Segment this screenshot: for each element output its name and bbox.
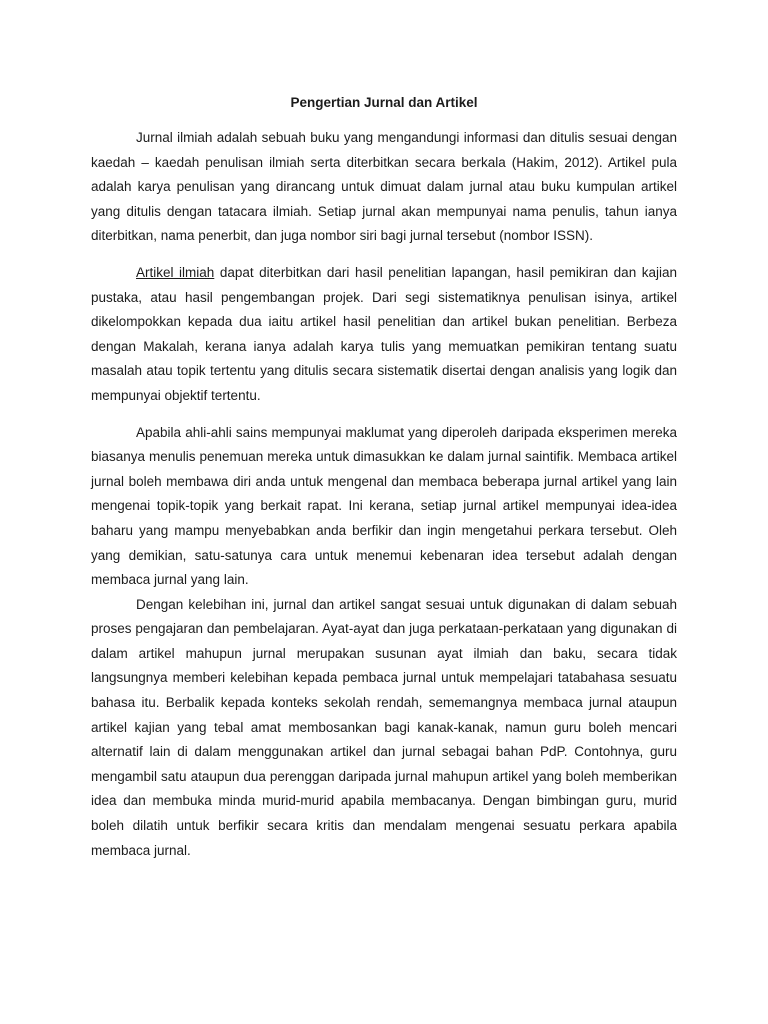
- paragraph-2: [91, 261, 677, 409]
- paragraph-2-text: dapat diterbitkan dari hasil penelitian lapangan, hasil pemikiran dan kajian pustaka, atau hasil pengembangan projek. Dari segi sistematiknya penulisan isinya, artikel dikelompokkan kepada dua iaitu artikel hasil penelitian dan artikel bukan penelitian. Berbeza dengan Makalah, kerana ianya adalah karya tulis yang memuatkan pemikiran tentang suatu masalah atau topik tertentu yang ditulis secara sistematik disertai dengan analisis yang logik dan mempunyai objektif tertentu.: [91, 264, 677, 403]
- document-body: [91, 126, 677, 863]
- paragraph-3: Apabila ahli-ahli sains mempunyai maklumat yang diperoleh daripada eksperimen mereka biasanya menulis penemuan mereka untuk dimasukkan ke dalam jurnal saintifik. Membaca artikel jurnal boleh membawa diri anda untuk mengenal dan membaca beberapa jurnal artikel yang lain mengenai topik-topik yang berkait rapat. Ini kerana, setiap jurnal artikel mempunyai idea-idea baharu yang mampu menyebabkan anda berfikir dan ingin mengetahui perkara tersebut. Oleh yang demikian, satu-satunya cara untuk menemui kebenaran idea tersebut adalah dengan membaca jurnal yang lain.: [91, 424, 677, 588]
- paragraph-4: Dengan kelebihan ini, jurnal dan artikel sangat sesuai untuk digunakan di dalam sebuah proses pengajaran dan pembelajaran. Ayat-ayat dan juga perkataan-perkataan yang digunakan di dalam artikel mahupun jurnal merupakan susunan ayat ilmiah dan baku, secara tidak langsungnya memberi kelebihan kepada pembaca jurnal untuk mempelajari tatabahasa sesuatu bahasa itu. Berbalik kepada konteks sekolah rendah, sememangnya membaca jurnal ataupun artikel kajian yang tebal amat membosankan bagi kanak-kanak, namun guru boleh mencari alternatif lain di dalam menggunakan artikel dan jurnal sebagai bahan PdP. Contohnya, guru mengambil satu ataupun dua perenggan daripada jurnal mahupun artikel yang boleh memberikan idea dan membuka minda murid-murid apabila membacanya. Dengan bimbingan guru, murid boleh dilatih untuk berfikir secara kritis dan mendalam mengenai sesuatu perkara apabila membaca jurnal.: [91, 596, 677, 858]
- page-title: Pengertian Jurnal dan Artikel: [290, 95, 478, 110]
- underlined-term: Artikel ilmiah: [136, 264, 215, 280]
- paragraph-1: Jurnal ilmiah adalah sebuah buku yang mengandungi informasi dan ditulis sesuai dengan kaedah – kaedah penulisan ilmiah serta diterbitkan secara berkala (Hakim, 2012). Artikel pula adalah karya penulisan yang dirancang untuk dimuat dalam jurnal atau buku kumpulan artikel yang ditulis dengan tatacara ilmiah. Setiap jurnal akan mempunyai nama penulis, tahun ianya diterbitkan, nama penerbit, dan juga nombor siri bagi jurnal tersebut (nombor ISSN).: [91, 130, 677, 244]
